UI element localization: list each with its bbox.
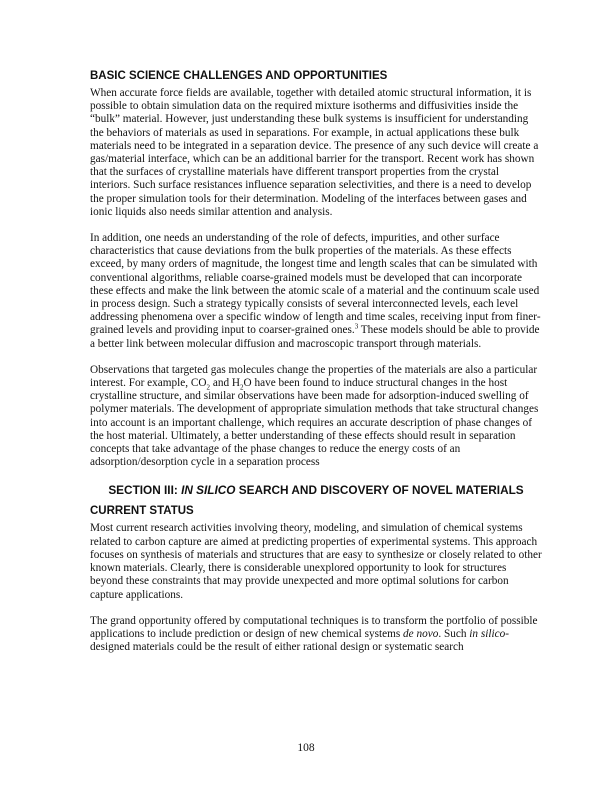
opportunity-text-c: -designed materials could be the result of either rational design or systematic search [90,627,509,654]
gas-text-c: O have been found to induce structural changes in the host crystalline structure, and similar observations have been made for adsorption-induced swelling of polymer materials. The development of appropriate simulation methods that take structural changes into account is an important challenge, which requires an accurate description of phase changes of the host material. Ultimately, a better understanding of these effects should result in separation concepts that take advantage of the phase changes to reduce the energy costs of an adsorption/desorption cycle in a separation process [90,377,539,469]
h2o-subscript: 2 [240,383,244,392]
opportunity-italic-de-novo: de novo [403,627,439,640]
paragraph-defects-text-b: These models should be able to provide a better link between molecular diffusion and macroscopic transport through materials. [90,324,540,350]
gas-text-b: and H [210,377,241,390]
co2-subscript: 2 [206,383,211,392]
section-title-italic: IN SILICO [181,483,236,498]
opportunity-text-b: . Such [438,627,470,640]
paragraph-bulk-systems: When accurate force fields are available, together with detailed atomic structural information, it is possible to obtain simulation data on the required mixture isotherms and diffusivities inside the “bulk” material. However, just understanding these bulk systems is insufficient for understanding the behaviors of materials as used in separations. For example, in actual applications these bulk materials need to be integrated in a separation device. The presence of any such device will create a gas/material interface, which can be an additional barrier for the transport. Recent work has shown that the surfaces of crystalline materials have different transport properties from the crystal interiors. Such surface resistances influence separation selectivities, and there is a need to develop the proper simulation tools for their determination. Modeling of the interfaces between gases and ionic liquids also needs similar attention and analysis. [90,87,539,218]
page-number: 108 [297,742,315,754]
section-title-prefix: SECTION III: [108,483,182,498]
page-content [90,69,542,667]
heading-current-status: CURRENT STATUS [90,505,194,518]
paragraph-defects [90,232,542,351]
heading-basic-science: BASIC SCIENCE CHALLENGES AND OPPORTUNITIES [90,70,388,82]
reference-superscript: 3 [354,322,359,331]
paragraph-gas-molecules [90,364,542,470]
gas-text-a: Observations that targeted gas molecules change the properties of the materials are also a particular interest. For example, CO [90,363,538,390]
section-title-suffix: SEARCH AND DISCOVERY OF NOVEL MATERIALS [235,483,524,498]
paragraph-defects-text-a: In addition, one needs an understanding of the role of defects, impurities, and other surface characteristics that cause deviations from the bulk properties of the materials. As these effects exceed, by many orders of magnitude, the longest time and length scales that can be simulated with conventional algorithms, reliable coarse-grained models must be developed that can incorporate these effects and make the link between the atomic scale of a material and the continuum scale used in process design. Such a strategy typically consists of several interconnected levels, each level addressing phenomena over a specific window of length and time scales, receiving input from finer-grained levels and providing input to coarser-grained ones. [90,232,541,337]
section-title [90,482,542,498]
opportunity-italic-in-silico: in silico [469,627,506,640]
paragraph-current-research: Most current research activities involving theory, modeling, and simulation of chemical systems related to carbon capture are aimed at predicting properties of experimental systems. This approach focuses on synthesis of materials and structures that are easy to synthesize or closely related to other known materials. Clearly, there is considerable unexplored opportunity to look for structures beyond these constraints that may provide unexpected and more optimal solutions for carbon capture applications. [90,522,542,601]
paragraph-grand-opportunity [90,615,542,655]
opportunity-text-a: The grand opportunity offered by computational techniques is to transform the portfolio of possible applications to include prediction or design of new chemical systems [90,614,538,640]
